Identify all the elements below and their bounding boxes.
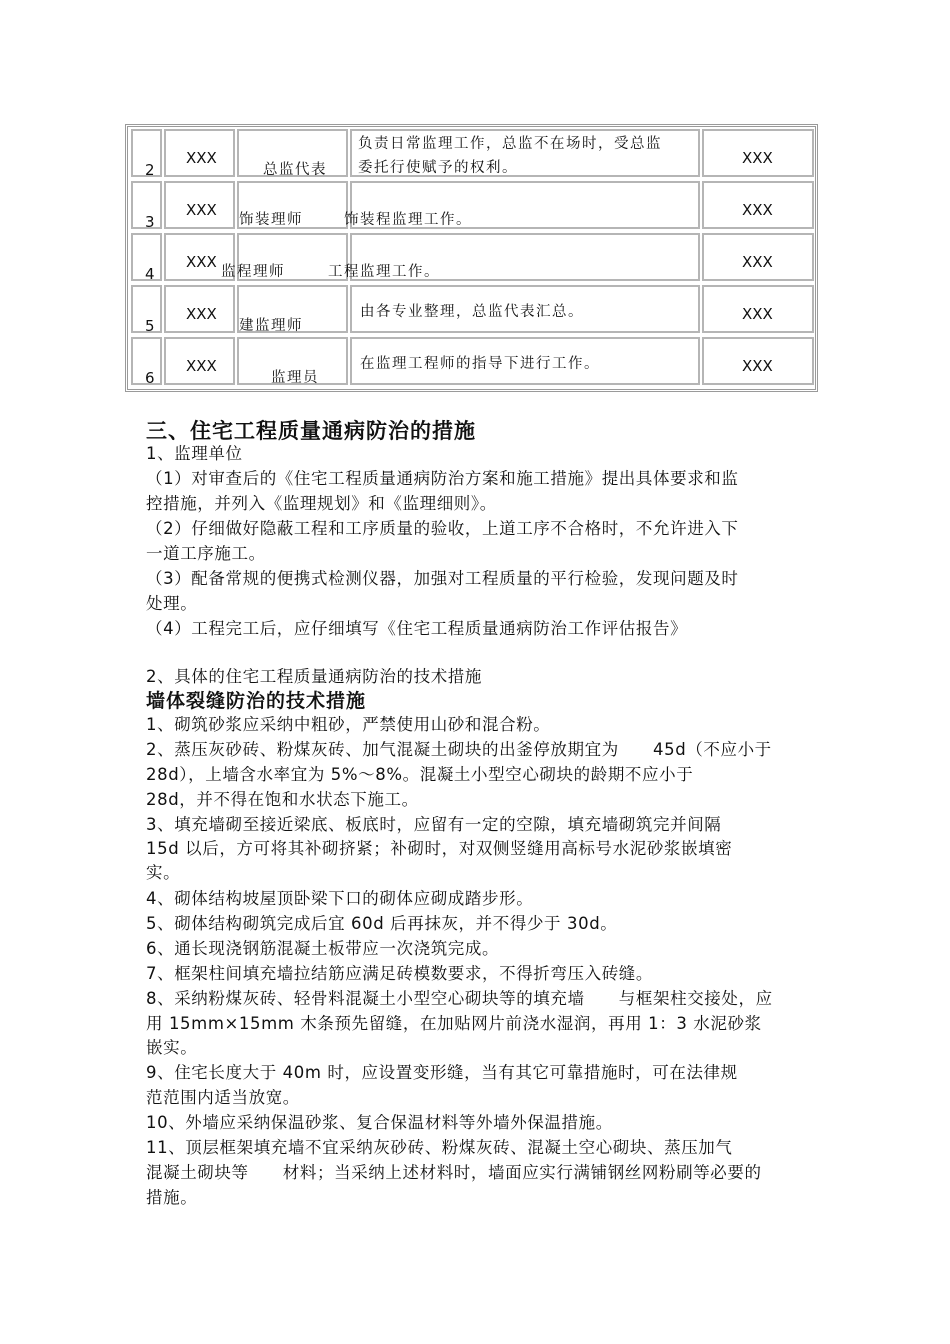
signature: XXX — [742, 201, 773, 219]
paragraph-line: 混凝土砌块等 材料；当采纳上述材料时，墙面应实行满铺钢丝网粉刷等必要的 — [146, 1163, 762, 1182]
paragraph-line: 8、采纳粉煤灰砖、轻骨料混凝土小型空心砌块等的填充墙 与框架柱交接处，应 — [146, 989, 773, 1008]
paragraph-line: 7、框架柱间填充墙拉结筋应满足砖模数要求，不得折弯压入砖缝。 — [146, 964, 653, 983]
role-title: 建监理师 — [239, 318, 303, 334]
paragraph-line: 控措施，并列入《监理规划》和《监理细则》。 — [146, 494, 497, 513]
duty-text-line2: 委托行使赋予的权利。 — [358, 160, 518, 176]
role-title: 监程理师 — [221, 264, 285, 280]
signature: XXX — [742, 253, 773, 271]
paragraph-line: （3）配备常规的便携式检测仪器，加强对工程质量的平行检验，发现问题及时 — [146, 569, 739, 588]
row-number: 5 — [145, 317, 155, 335]
signature: XXX — [742, 305, 773, 323]
role-title: 饰装理师 — [239, 212, 303, 228]
paragraph-line: （4）工程完工后，应仔细填写《住宅工程质量通病防治工作评估报告》 — [146, 619, 688, 638]
paragraph-line: 28d，并不得在饱和水状态下施工。 — [146, 790, 419, 809]
row-number: 4 — [145, 265, 155, 283]
part2-heading: 2、具体的住宅工程质量通病防治的技术措施 — [146, 667, 482, 686]
paragraph-line: 措施。 — [146, 1188, 198, 1207]
paragraph-line: （1）对审查后的《住宅工程质量通病防治方案和施工措施》提出具体要求和监 — [146, 469, 739, 488]
part2-subheading: 墙体裂缝防治的技术措施 — [146, 690, 367, 712]
table-row — [128, 283, 815, 335]
person-name: XXX — [186, 305, 217, 323]
row-number: 3 — [145, 213, 155, 231]
paragraph-line: 11、顶层框架填充墙不宜采纳灰砂砖、粉煤灰砖、混凝土空心砌块、蒸压加气 — [146, 1138, 733, 1157]
role-title: 总监代表 — [263, 162, 327, 178]
paragraph-line: 3、填充墙砌至接近梁底、板底时，应留有一定的空隙，填充墙砌筑完并间隔 — [146, 815, 722, 834]
signature: XXX — [742, 357, 773, 375]
duty-text: 在监理工程师的指导下进行工作。 — [360, 356, 600, 372]
table-row — [128, 335, 815, 387]
paragraph-line: 1、砌筑砂浆应采纳中粗砂，严禁使用山砂和混合粉。 — [146, 715, 551, 734]
paragraph-line: 用 15mm×15mm 木条预先留缝，在加贴网片前浇水湿润，再用 1：3 水泥砂浆 — [146, 1014, 762, 1033]
table-row — [128, 231, 815, 283]
paragraph-line: 4、砌体结构坡屋顶卧梁下口的砌体应砌成踏步形。 — [146, 889, 534, 908]
row-number: 2 — [145, 161, 155, 179]
paragraph-line: 2、蒸压灰砂砖、粉煤灰砖、加气混凝土砌块的出釜停放期宜为 45d（不应小于 — [146, 740, 772, 759]
table-row — [128, 127, 815, 179]
person-name: XXX — [186, 201, 217, 219]
duty-text: 负责日常监理工作，总监不在场时，受总监 — [358, 136, 662, 152]
paragraph-line: 6、通长现浇钢筋混凝土板带应一次浇筑完成。 — [146, 939, 500, 958]
paragraph-line: 5、砌体结构砌筑完成后宜 60d 后再抹灰，并不得少于 30d。 — [146, 914, 618, 933]
part1-heading: 1、监理单位 — [146, 444, 243, 463]
duty-text: 工程监理工作。 — [328, 264, 440, 280]
role-title: 监理员 — [271, 370, 319, 386]
table-row — [128, 179, 815, 231]
paragraph-line: 28d），上墙含水率宜为 5%～8%。混凝土小型空心砌块的龄期不应小于 — [146, 765, 694, 784]
signature: XXX — [742, 149, 773, 167]
paragraph-line: 一道工序施工。 — [146, 544, 266, 563]
row-number: 6 — [145, 369, 155, 387]
paragraph-line: 实。 — [146, 863, 181, 882]
paragraph-line: （2）仔细做好隐蔽工程和工序质量的验收，上道工序不合格时，不允许进入下 — [146, 519, 739, 538]
section-title: 三、住宅工程质量通病防治的措施 — [146, 418, 476, 443]
paragraph-line: 10、外墙应采纳保温砂浆、复合保温材料等外墙外保温措施。 — [146, 1113, 613, 1132]
paragraph-line: 范范围内适当放宽。 — [146, 1088, 300, 1107]
paragraph-line: 处理。 — [146, 594, 198, 613]
duty-text: 由各专业整理，总监代表汇总。 — [360, 304, 584, 320]
person-name: XXX — [186, 357, 217, 375]
paragraph-line: 15d 以后，方可将其补砌挤紧；补砌时，对双侧竖缝用高标号水泥砂浆嵌填密 — [146, 839, 733, 858]
person-name: XXX — [186, 253, 217, 271]
paragraph-line: 9、住宅长度大于 40m 时，应设置变形缝，当有其它可靠措施时，可在法律规 — [146, 1063, 738, 1082]
duty-text: 饰装程监理工作。 — [344, 212, 472, 228]
supervision-staff-table — [125, 124, 818, 392]
paragraph-line: 嵌实。 — [146, 1038, 198, 1057]
person-name: XXX — [186, 149, 217, 167]
